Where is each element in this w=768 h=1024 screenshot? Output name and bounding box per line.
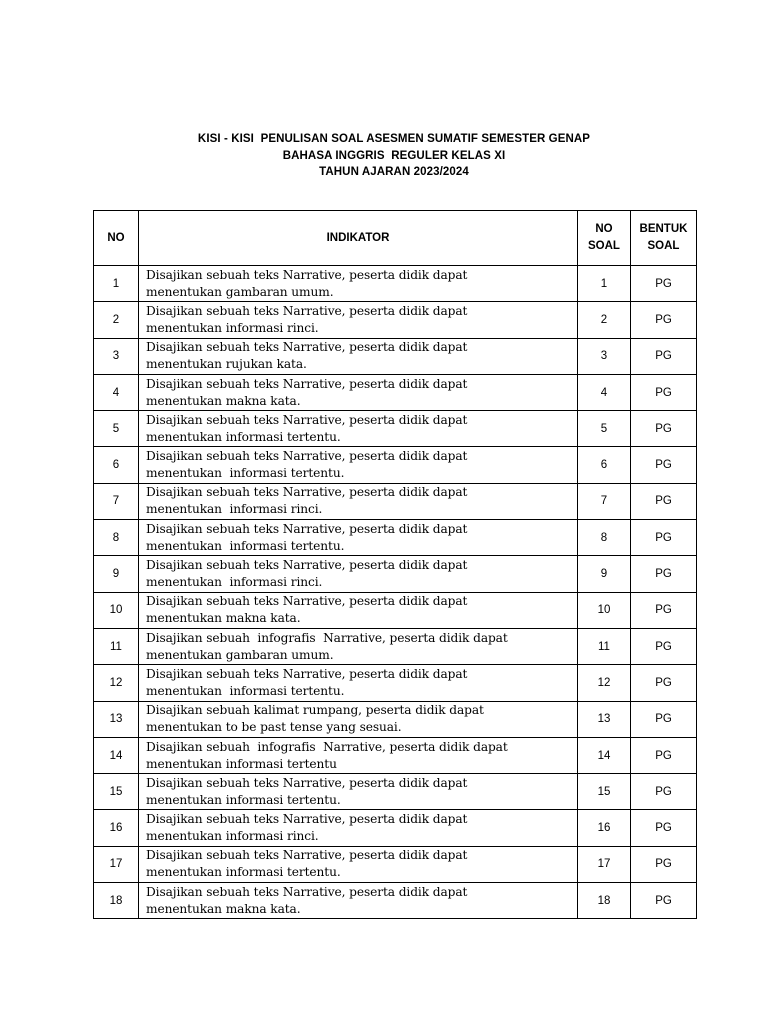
heading-title: KISI - KISI PENULISAN SOAL ASESMEN SUMATIF SEMESTER GENAP [197, 133, 591, 145]
row-no: 14 [94, 737, 139, 773]
row-no-soal: 18 [578, 883, 631, 919]
row-no: 12 [94, 665, 139, 701]
row-bentuk-soal: PG [631, 737, 697, 773]
table-row [94, 701, 697, 737]
row-indikator [139, 447, 578, 483]
row-no-soal: 15 [578, 774, 631, 810]
table-row [94, 266, 697, 302]
row-no: 10 [94, 592, 139, 628]
row-no-soal: 14 [578, 737, 631, 773]
row-bentuk-soal: PG [631, 665, 697, 701]
indikator-line1: Disajikan sebuah teks Narrative, peserta didik dapat [146, 521, 468, 536]
row-no: 7 [94, 483, 139, 519]
row-no: 9 [94, 556, 139, 592]
table-row [94, 483, 697, 519]
row-no: 3 [94, 338, 139, 374]
indikator-line2: menentukan makna kata. [146, 611, 301, 626]
table-row [94, 810, 697, 846]
row-bentuk-soal: PG [631, 701, 697, 737]
indikator-line2: menentukan informasi tertentu. [146, 683, 345, 698]
row-bentuk-soal: PG [631, 592, 697, 628]
row-no-soal: 6 [578, 447, 631, 483]
row-no-soal: 13 [578, 701, 631, 737]
row-indikator [139, 556, 578, 592]
heading-year: TAHUN AJARAN 2023/2024 [319, 166, 469, 178]
row-indikator [139, 266, 578, 302]
header-bentuk-line1: BENTUK [639, 223, 688, 235]
row-indikator [139, 374, 578, 410]
table-row [94, 338, 697, 374]
table-row [94, 592, 697, 628]
indikator-line1: Disajikan sebuah teks Narrative, peserta didik dapat [146, 812, 468, 827]
header-no-soal-line1: NO [595, 223, 613, 235]
row-indikator [139, 774, 578, 810]
kisi-table [93, 210, 697, 919]
row-indikator [139, 483, 578, 519]
row-bentuk-soal: PG [631, 628, 697, 664]
row-bentuk-soal: PG [631, 483, 697, 519]
row-no-soal: 4 [578, 374, 631, 410]
indikator-line2: menentukan informasi tertentu [146, 756, 337, 771]
indikator-line2: menentukan informasi tertentu. [146, 466, 345, 481]
row-no-soal: 2 [578, 302, 631, 338]
header-bentuk-soal [631, 211, 697, 266]
row-indikator [139, 846, 578, 882]
table-header [94, 211, 697, 266]
heading-subject: BAHASA INGGRIS REGULER KELAS XI [282, 149, 506, 162]
row-no: 2 [94, 302, 139, 338]
table-row [94, 883, 697, 919]
indikator-line2: menentukan informasi rinci. [146, 829, 319, 844]
indikator-line1: Disajikan sebuah infografis Narrative, peserta didik dapat [146, 630, 508, 645]
row-bentuk-soal: PG [631, 883, 697, 919]
indikator-line2: menentukan informasi rinci. [146, 320, 319, 335]
row-no-soal: 5 [578, 411, 631, 447]
indikator-line1: Disajikan sebuah teks Narrative, peserta didik dapat [146, 340, 468, 355]
row-indikator [139, 628, 578, 664]
indikator-line1: Disajikan sebuah teks Narrative, peserta didik dapat [146, 449, 468, 464]
indikator-line2: menentukan informasi tertentu. [146, 429, 341, 444]
row-no: 18 [94, 883, 139, 919]
indikator-line2: menentukan rujukan kata. [146, 357, 307, 372]
table-row [94, 737, 697, 773]
indikator-line1: Disajikan sebuah teks Narrative, peserta didik dapat [146, 594, 468, 609]
indikator-line1: Disajikan sebuah teks Narrative, peserta didik dapat [146, 775, 468, 790]
table-row [94, 302, 697, 338]
row-no-soal: 3 [578, 338, 631, 374]
row-no-soal: 12 [578, 665, 631, 701]
table-row [94, 665, 697, 701]
indikator-line2: menentukan informasi tertentu. [146, 538, 345, 553]
row-bentuk-soal: PG [631, 810, 697, 846]
row-no-soal: 11 [578, 628, 631, 664]
row-indikator [139, 302, 578, 338]
table-row [94, 628, 697, 664]
header-indikator: INDIKATOR [139, 211, 578, 266]
row-bentuk-soal: PG [631, 556, 697, 592]
row-indikator [139, 701, 578, 737]
row-no: 6 [94, 447, 139, 483]
row-bentuk-soal: PG [631, 302, 697, 338]
row-no-soal: 9 [578, 556, 631, 592]
row-bentuk-soal: PG [631, 338, 697, 374]
row-bentuk-soal: PG [631, 266, 697, 302]
table-row [94, 447, 697, 483]
table-row [94, 774, 697, 810]
indikator-line2: menentukan makna kata. [146, 901, 301, 916]
indikator-line1: Disajikan sebuah teks Narrative, peserta didik dapat [146, 485, 468, 500]
header-bentuk-line2: SOAL [647, 240, 680, 252]
row-bentuk-soal: PG [631, 520, 697, 556]
row-no: 4 [94, 374, 139, 410]
row-bentuk-soal: PG [631, 411, 697, 447]
table-body [94, 266, 697, 919]
row-no-soal: 17 [578, 846, 631, 882]
row-no: 5 [94, 411, 139, 447]
indikator-line2: menentukan gambaran umum. [146, 284, 334, 299]
indikator-line1: Disajikan sebuah teks Narrative, peserta didik dapat [146, 884, 468, 899]
row-no: 8 [94, 520, 139, 556]
row-indikator [139, 883, 578, 919]
table-row [94, 411, 697, 447]
indikator-line2: menentukan informasi rinci. [146, 502, 323, 517]
row-indikator [139, 338, 578, 374]
row-no-soal: 7 [578, 483, 631, 519]
row-bentuk-soal: PG [631, 447, 697, 483]
indikator-line1: Disajikan sebuah teks Narrative, peserta didik dapat [146, 666, 468, 681]
row-no: 1 [94, 266, 139, 302]
row-no-soal: 16 [578, 810, 631, 846]
table-row [94, 556, 697, 592]
table-row [94, 846, 697, 882]
indikator-line2: menentukan makna kata. [146, 393, 301, 408]
indikator-line2: menentukan informasi tertentu. [146, 865, 341, 880]
row-no: 16 [94, 810, 139, 846]
indikator-line1: Disajikan sebuah teks Narrative, peserta didik dapat [146, 412, 468, 427]
indikator-line1: Disajikan sebuah teks Narrative, peserta didik dapat [146, 848, 468, 863]
row-indikator [139, 737, 578, 773]
row-indikator [139, 520, 578, 556]
row-no: 15 [94, 774, 139, 810]
header-no-soal-line2: SOAL [588, 240, 620, 252]
row-bentuk-soal: PG [631, 774, 697, 810]
indikator-line2: menentukan gambaran umum. [146, 647, 334, 662]
row-bentuk-soal: PG [631, 374, 697, 410]
header-no-soal [578, 211, 631, 266]
header-row [94, 211, 697, 266]
row-indikator [139, 665, 578, 701]
indikator-line2: menentukan to be past tense yang sesuai. [146, 720, 402, 735]
row-no-soal: 8 [578, 520, 631, 556]
indikator-line1: Disajikan sebuah kalimat rumpang, peserta didik dapat [146, 703, 484, 718]
table-row [94, 374, 697, 410]
row-bentuk-soal: PG [631, 846, 697, 882]
indikator-line1: Disajikan sebuah teks Narrative, peserta didik dapat [146, 376, 468, 391]
document-heading [0, 131, 768, 181]
indikator-line2: menentukan informasi tertentu. [146, 792, 341, 807]
indikator-line1: Disajikan sebuah infografis Narrative, peserta didik dapat [146, 739, 508, 754]
row-indikator [139, 411, 578, 447]
indikator-line1: Disajikan sebuah teks Narrative, peserta didik dapat [146, 303, 468, 318]
row-no: 13 [94, 701, 139, 737]
header-no: NO [94, 211, 139, 266]
indikator-line1: Disajikan sebuah teks Narrative, peserta didik dapat [146, 267, 468, 282]
row-no: 11 [94, 628, 139, 664]
row-indikator [139, 592, 578, 628]
row-no: 17 [94, 846, 139, 882]
indikator-line1: Disajikan sebuah teks Narrative, peserta didik dapat [146, 558, 468, 573]
table-row [94, 520, 697, 556]
indikator-line2: menentukan informasi rinci. [146, 575, 323, 590]
row-no-soal: 1 [578, 266, 631, 302]
row-no-soal: 10 [578, 592, 631, 628]
row-indikator [139, 810, 578, 846]
